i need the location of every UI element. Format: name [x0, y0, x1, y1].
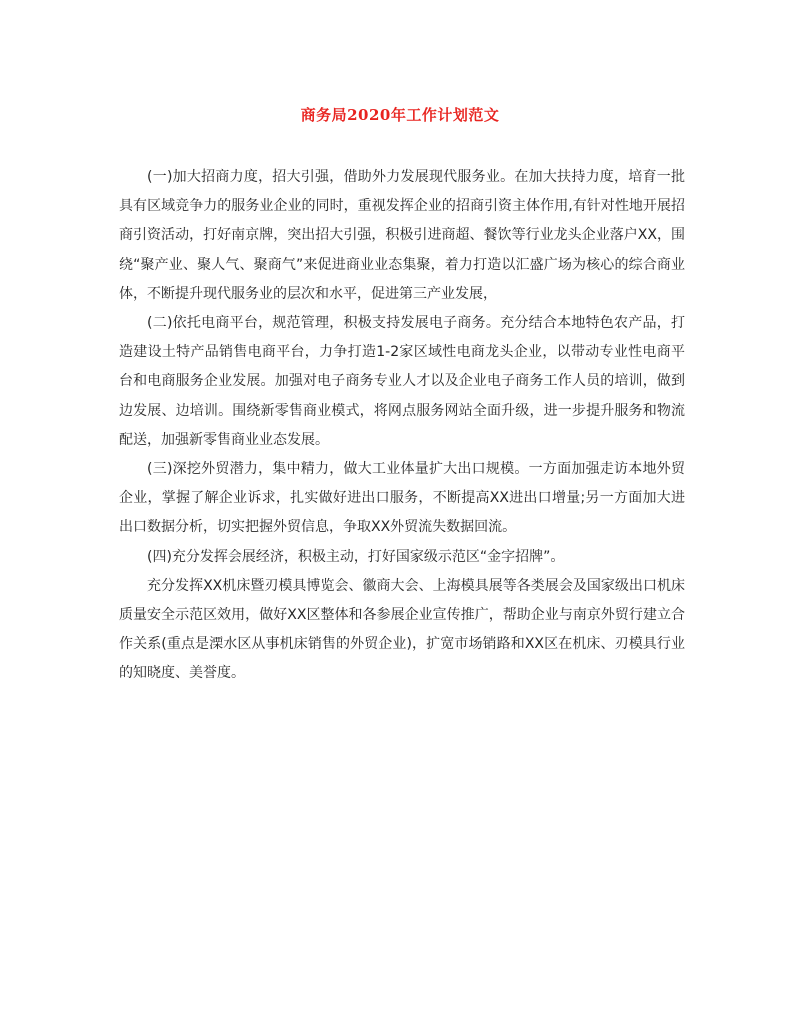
paragraph-2: (二)依托电商平台，规范管理，积极支持发展电子商务。充分结合本地特色农产品，打造建设土特产品销售电商平台，力争打造1-2家区域性电商龙头企业，以带动专业性电商平台和电商服务企业发展。加强对电子商务专业人才以及企业电子商务工作人员的培训，做到边发展、边培训。围绕新零售商业模式，将网点服务网站全面升级，进一步提升服务和物流配送，加强新零售商业业态发展。: [119, 315, 685, 448]
document-title: 商务局2020年工作计划范文: [300, 106, 500, 124]
paragraph-4: (四)充分发挥会展经济，积极主动，打好国家级示范区“金字招牌”。: [147, 548, 565, 565]
paragraph-3: (三)深挖外贸潜力，集中精力，做大工业体量扩大出口规模。一方面加强走访本地外贸企业，掌握了解企业诉求，扎实做好进出口服务，不断提高XX进出口增量;另一方面加大进出口数据分析，切实把握外贸信息，争取XX外贸流失数据回流。: [119, 461, 685, 536]
paragraph-5: 充分发挥XX机床暨刃模具博览会、徽商大会、上海模具展等各类展会及国家级出口机床质量安全示范区效用，做好XX区整体和各参展企业宣传推广，帮助企业与南京外贸行建立合作关系(重点是溧水区从事机床销售的外贸企业)，扩宽市场销路和XX区在机床、刃模具行业的知晓度、美誉度。: [119, 577, 685, 682]
document-body: [119, 163, 685, 689]
paragraph-1: (一)加大招商力度，招大引强，借助外力发展现代服务业。在加大扶持力度，培育一批具有区域竞争力的服务业企业的同时，重视发挥企业的招商引资主体作用,有针对性地开展招商引资活动，打好南京牌，突出招大引强，积极引进商超、餐饮等行业龙头企业落户XX，围绕“聚产业、聚人气、聚商气”来促进商业业态集聚，着力打造以汇盛广场为核心的综合商业体，不断提升现代服务业的层次和水平，促进第三产业发展，: [119, 169, 685, 302]
